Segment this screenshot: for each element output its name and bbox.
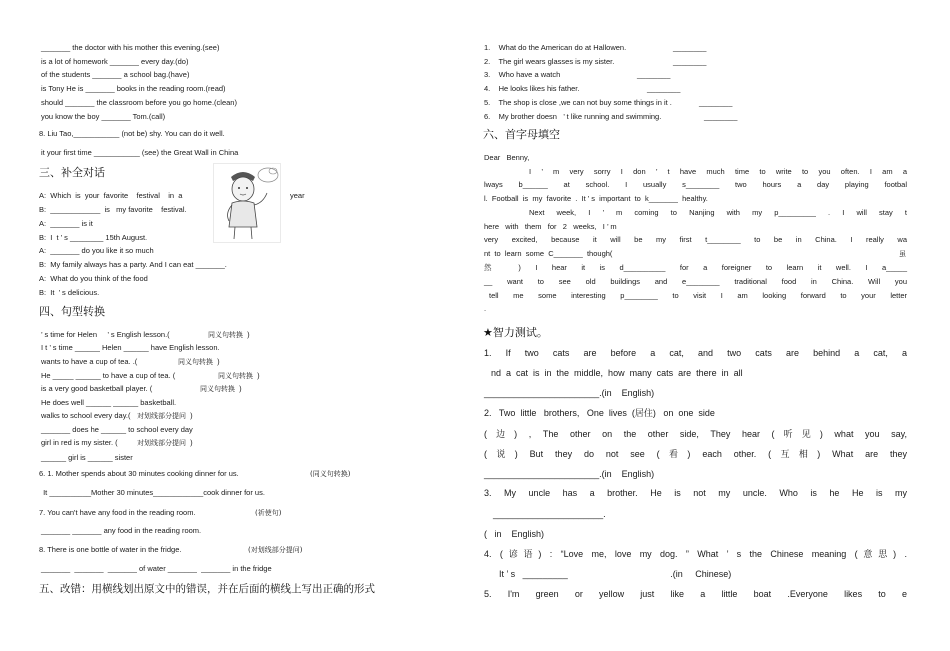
iq-line: 2. Two little brothers, One lives (居住) on one side <box>484 408 715 418</box>
correction-question: 6. My brother doesn ’ t like running and swimming. <box>484 112 662 121</box>
transform-line: girl in red is my sister. ( <box>41 438 118 447</box>
iq-line: (边) , The other on the other side, They hear (听见) what you say, <box>484 429 907 439</box>
dialogue-line: A: _______ do you like it so much <box>39 246 154 255</box>
letter-line: here with them for 2 weeks, I ’ m <box>484 222 617 231</box>
letter-salutation: Dear Benny, <box>484 153 530 162</box>
transform-line: ______ girl is ______ sister <box>41 453 133 462</box>
exercise-line: is Tony He is _______ books in the reading room.(read) <box>41 84 226 93</box>
iq-line: ( in English) <box>484 529 545 539</box>
correction-question: 1. What do the American do at Hallowen. <box>484 43 627 52</box>
letter-line: . <box>484 304 487 313</box>
dialogue-line: A: _______ is it <box>39 219 93 228</box>
transform-note: (祈使句) <box>255 509 282 517</box>
letter-line: very excited, because it will be my first t________ to be in China. I really wa <box>484 235 907 244</box>
dialogue-line: B: My family always has a party. And I can eat _______. <box>39 260 227 269</box>
transform-line: _______ does he ______ to school every day <box>41 425 193 434</box>
answer-blank: ________ <box>637 70 671 79</box>
answer-blank: ________ <box>704 112 738 121</box>
transform-line: He _____ ______ to have a cup of tea. ( <box>41 371 176 380</box>
letter-line: nt to learn some C_______ though( <box>484 249 613 258</box>
letter-line: __ want to see old buildings and e________ traditional food in China. Will you <box>484 277 907 286</box>
transform-note: 对划线部分提问 ) <box>137 411 193 420</box>
transform-line: It __________Mother 30 minutes____________cook dinner for us. <box>41 488 265 497</box>
transform-line: 7. You can't have any food in the reading room. <box>39 508 196 517</box>
transform-line: wants to have a cup of tea. .( <box>41 357 138 366</box>
transform-line: I t ’ s time ______ Helen ______ have English lesson. <box>41 343 220 352</box>
dialogue-line: A: What do you think of the food <box>39 274 148 283</box>
dialogue-line: B: It ’ s delicious. <box>39 288 100 297</box>
iq-line: 3. My uncle has a brother. He is not my uncle. Who is he He is my <box>484 488 907 498</box>
transform-note: 同义句转换 ) <box>208 330 250 339</box>
iq-line: _______________________.(in English) <box>484 388 655 398</box>
iq-line: 1. If two cats are before a cat, and two cats are behind a cat, a <box>484 348 907 358</box>
transform-note: (同义句转换) <box>310 470 351 478</box>
transform-line: 6. 1. Mother spends about 30 minutes cooking dinner for us. <box>39 469 239 478</box>
transform-note: 同义句转换 ) <box>218 371 260 380</box>
iq-line: _______________________.(in English) <box>484 469 655 479</box>
transform-line: _______ _______ any food in the reading room. <box>41 526 202 535</box>
iq-line: ______________________. <box>493 509 606 519</box>
section-heading-iq: ★智力测试。 <box>483 326 548 339</box>
iq-line: (说) But they do not see (看) each other. (互相) What are they <box>484 449 907 459</box>
correction-question: 5. The shop is close ,we can not buy some things in it . <box>484 98 672 107</box>
letter-line: lways b______ at school. I usually s________ two hours a day playing footbal <box>484 180 907 189</box>
transform-note: 同义句转换 ) <box>200 384 242 393</box>
exercise-line: it your first time ___________ (see) the Great Wall in China <box>41 148 239 157</box>
letter-line: 然 ) I hear it is d__________ for a foreigner to learn it well. I a_____ <box>484 263 907 272</box>
correction-question: 3. Who have a watch <box>484 70 561 79</box>
dialogue-line: A: Which is your favorite festival in a <box>39 191 183 200</box>
transform-line: walks to school every day.( <box>41 411 131 420</box>
transform-note: (对划线部分提问) <box>248 546 303 554</box>
correction-question: 2. The girl wears glasses is my sister. <box>484 57 615 66</box>
exercise-line: 8. Liu Tao,___________ (not be) shy. You can do it well. <box>39 129 225 138</box>
exercise-line: of the students _______ a school bag.(have) <box>41 70 190 79</box>
dialogue-line-end: year <box>290 191 305 200</box>
section-heading-correction: 五、改错：用横线划出原文中的错误，并在后面的横线上写出正确的形式 <box>39 583 375 595</box>
transform-line: 8. There is one bottle of water in the fridge. <box>39 545 182 554</box>
boy-illustration <box>213 163 281 243</box>
section-heading-dialogue: 三、补全对话 <box>39 166 105 179</box>
letter-line: l. Football is my favorite . It ’ s important to k_______ healthy. <box>484 194 708 203</box>
transform-line: ’ s time for Helen ’ s English lesson.( <box>41 330 170 339</box>
exercise-line: is a lot of homework _______ every day.(do) <box>41 57 189 66</box>
answer-blank: ________ <box>699 98 733 107</box>
iq-line: It ’ s _________ .(in Chinese) <box>499 569 732 579</box>
letter-line: I ’ m very sorry I don ’ t have much time to write to you often. I am a <box>529 167 907 176</box>
dialogue-line: B: ____________ is my favorite festival. <box>39 205 187 214</box>
section-heading-transform: 四、句型转换 <box>39 305 105 318</box>
iq-line: 4. (谚语) : “Love me, love my dog. ” What ’ s the Chinese meaning (意思) . <box>484 549 907 559</box>
exercise-line: should _______ the classroom before you go home.(clean) <box>41 98 237 107</box>
iq-line: 5. I'm green or yellow just like a little boat .Everyone likes to e <box>484 589 907 599</box>
transform-line: _______ _______ _______ of water _______ _______ in the fridge <box>41 564 272 573</box>
answer-blank: ________ <box>673 43 707 52</box>
transform-note: 同义句转换 ) <box>178 357 220 366</box>
exercise-line: _______ the doctor with his mother this evening.(see) <box>41 43 220 52</box>
dialogue-line: B: I t ’ s ________ 15th August. <box>39 233 148 242</box>
answer-blank: ________ <box>647 84 681 93</box>
transform-line: is a very good basketball player. ( <box>41 384 153 393</box>
iq-line: nd a cat is in the middle, how many cats are there in all <box>491 368 743 378</box>
letter-line: Next week, I ’ m coming to Nanjing with my p_________ . I will stay t <box>529 208 907 217</box>
answer-blank: ________ <box>673 57 707 66</box>
letter-line: tell me some interesting p________ to visit I am looking forward to your letter <box>489 291 907 300</box>
transform-note: 对划线部分提问 ) <box>137 438 193 447</box>
section-heading-initials: 六、首字母填空 <box>483 128 560 141</box>
transform-line: He does well ______ ______ basketball. <box>41 398 177 407</box>
letter-line-end: 虽 <box>899 250 906 258</box>
exercise-line: you know the boy _______ Tom.(call) <box>41 112 166 121</box>
correction-question: 4. He looks likes his father. <box>484 84 580 93</box>
